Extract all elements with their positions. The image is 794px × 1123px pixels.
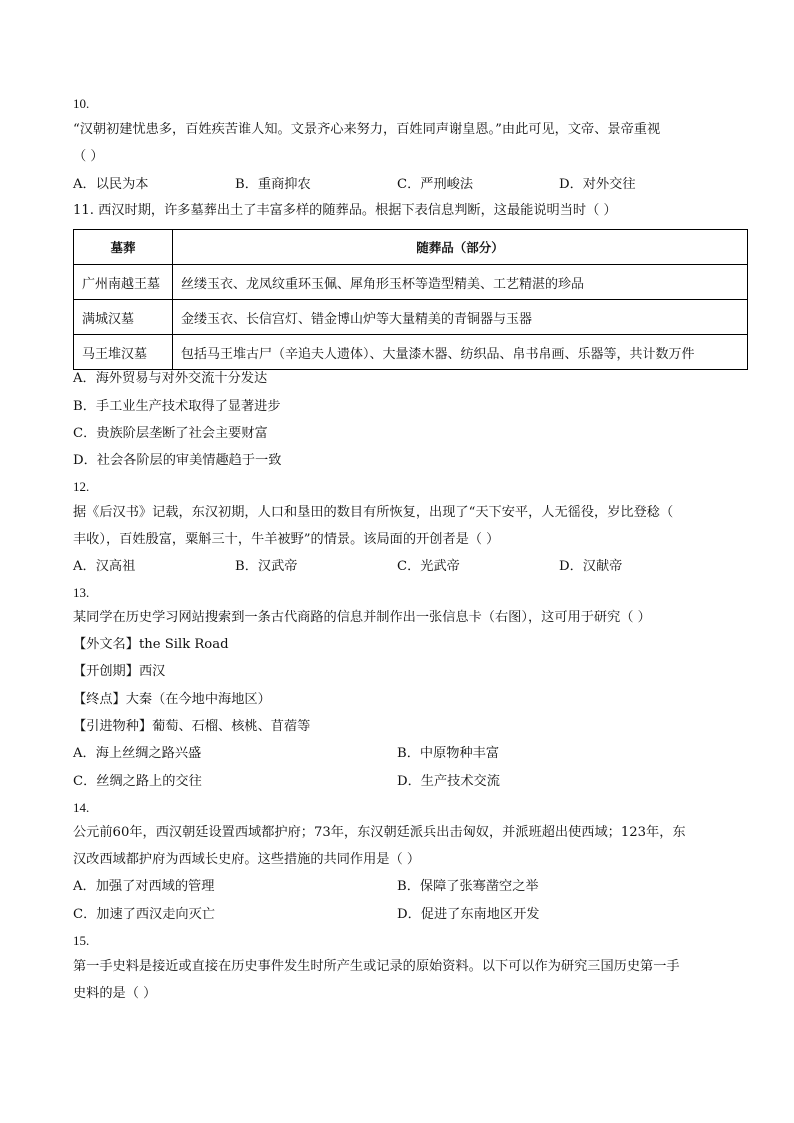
q10-option-d: D．对外交往 [559,177,636,192]
q13-option-b: B．中原物种丰富 [397,746,500,761]
table-row [74,265,748,300]
q11-table [73,229,748,370]
q11-header-artifacts: 随葬品（部分） [173,230,748,265]
table-row [74,300,748,335]
q13-card-key: 【外文名】 [73,637,139,652]
q13-number: 13. [73,585,90,600]
q13-card-line1 [73,636,229,654]
q14-number: 14. [73,800,90,815]
q12-option-d: D．汉献帝 [559,559,623,574]
q11-table-header-row [74,230,748,265]
q10-option-b: B．重商抑农 [235,177,311,192]
q12-option-c: C．光武帝 [397,559,460,574]
q11-option-a: A．海外贸易与对外交流十分发达 [73,371,268,386]
q11-row3-artifacts: 包括马王堆古尸（辛追夫人遗体）、大量漆木器、纺织品、帛书帛画、乐器等，共计数万件 [173,335,748,370]
q13-option-a: A．海上丝绸之路兴盛 [73,746,202,761]
q13-stem: 某同学在历史学习网站搜索到一条古代商路的信息并制作出一张信息卡（右图），这可用于研究（ ） [73,610,651,625]
q15-number: 15. [73,933,90,948]
q12-number: 12. [73,479,90,494]
q11-row3-tomb: 马王堆汉墓 [74,335,173,370]
q10-option-a: A．以民为本 [73,177,149,192]
q10-stem-line2: （ ） [73,149,104,164]
q13-card-key: 【终点】 [73,692,126,707]
q11-row2-artifacts: 金缕玉衣、长信宫灯、错金博山炉等大量精美的青铜器与玉器 [173,300,748,335]
q13-card-line3 [73,691,271,709]
q14-option-b: B．保障了张骞凿空之举 [397,879,539,894]
q13-card-value: 葡萄、石榴、核桃、苜蓿等 [152,719,311,734]
q13-card-key: 【开创期】 [73,664,139,679]
q13-card-line2 [73,663,165,681]
q11-row1-tomb: 广州南越王墓 [74,265,173,300]
q12-option-b: B．汉武帝 [235,559,298,574]
q11-option-d: D．社会各阶层的审美情趣趋于一致 [73,453,282,468]
q13-card-value: 西汉 [138,664,166,679]
q10-stem-line1: “汉朝初建忧患多，百姓疾苦谁人知。文景齐心来努力，百姓同声谢皇恩。”由此可见，文帝、景帝重视 [73,122,661,137]
q13-option-c: C．丝绸之路上的交往 [73,774,202,789]
q12-stem-line2: 丰收），百姓殷富，粟斛三十，牛羊被野”的情景。该局面的开创者是（ ） [73,532,500,547]
q11-stem: 11. 西汉时期，许多墓葬出土了丰富多样的随葬品。根据下表信息判断，这最能说明当时（ ） [73,203,617,218]
q14-option-d: D．促进了东南地区开发 [397,907,540,922]
q11-header-tomb: 墓葬 [74,230,173,265]
q11-option-c: C．贵族阶层垄断了社会主要财富 [73,426,268,441]
q14-stem-line2: 汉改西域都护府为西域长史府。这些措施的共同作用是（ ） [73,852,421,867]
q13-option-d: D．生产技术交流 [397,774,500,789]
q15-stem-line2: 史料的是（ ） [73,986,157,1001]
q11-option-b: B．手工业生产技术取得了显著进步 [73,399,281,414]
q11-row2-tomb: 满城汉墓 [74,300,173,335]
q10-option-c: C．严刑峻法 [397,177,474,192]
q13-card-key: 【引进物种】 [73,719,153,734]
q12-stem-line1: 据《后汉书》记载，东汉初期，人口和垦田的数目有所恢复，出现了“天下安平，人无徭役，岁比登稔（ [73,505,674,520]
q13-card-line4 [73,718,310,736]
q14-option-a: A．加强了对西域的管理 [73,879,215,894]
q11-row1-artifacts: 丝缕玉衣、龙凤纹重环玉佩、犀角形玉杯等造型精美、工艺精湛的珍品 [173,265,748,300]
q13-card-value: the Silk Road [138,637,229,652]
q13-card-value: 大秦（在今地中海地区） [125,692,271,707]
q15-stem-line1: 第一手史料是接近或直接在历史事件发生时所产生或记录的原始资料。以下可以作为研究三国历史第一手 [73,959,680,974]
q14-option-c: C．加速了西汉走向灭亡 [73,907,215,922]
q12-option-a: A．汉高祖 [73,559,136,574]
table-row [74,335,748,370]
q10-number: 10. [73,96,90,111]
q14-stem-line1: 公元前60年，西汉朝廷设置西域都护府；73年，东汉朝廷派兵出击匈奴，并派班超出使西域；123年，东 [73,825,686,840]
